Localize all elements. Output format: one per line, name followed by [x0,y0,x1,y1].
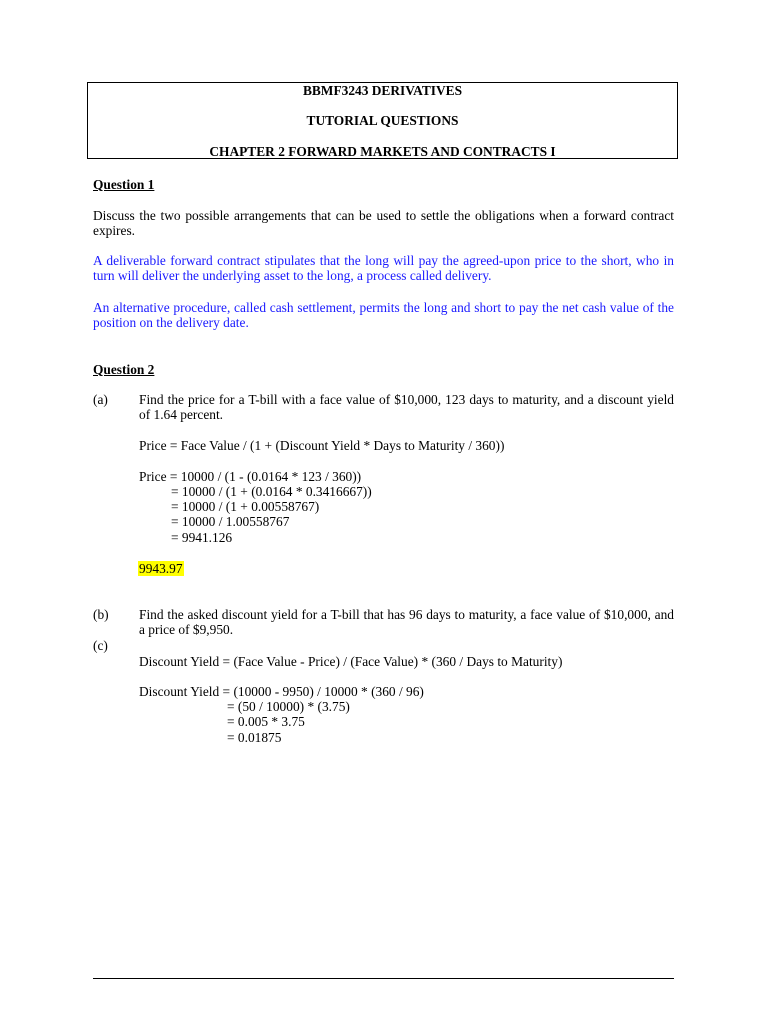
part-b-label: (b) [93,607,109,622]
part-a-highlighted-answer [138,561,184,577]
part-b-question: Find the asked discount yield for a T-bill that has 96 days to maturity, a face value of $10,000, and a price of $9,950. [139,607,674,638]
part-a-calc-line: = 10000 / (1 + 0.00558767) [171,499,320,514]
part-a-calc-line: = 10000 / (1 + (0.0164 * 0.3416667)) [171,484,372,499]
question-1-heading: Question 1 [93,177,155,192]
course-title: BBMF3243 DERIVATIVES [302,83,463,98]
part-a-calc-line: = 9941.126 [171,530,233,545]
part-b-calc-line: = 0.005 * 3.75 [227,714,305,729]
tutorial-title: TUTORIAL QUESTIONS [306,113,459,128]
highlighted-answer-value: 9943.97 [139,561,183,576]
part-b-calc-line: = (50 / 10000) * (3.75) [227,699,350,714]
part-a-question: Find the price for a T-bill with a face value of $10,000, 123 days to maturity, and a discount yield of 1.64 percent. [139,392,674,423]
part-b-calc-line: Discount Yield = (10000 - 9950) / 10000 * (360 / 96) [139,684,424,699]
part-a-calc-line: = 10000 / 1.00558767 [171,514,290,529]
header-box [87,82,678,159]
part-c-label: (c) [93,638,108,653]
part-b-formula: Discount Yield = (Face Value - Price) / (Face Value) * (360 / Days to Maturity) [139,654,563,669]
question-1-answer-cash-settlement: An alternative procedure, called cash settlement, permits the long and short to pay the net cash value of the position on the delivery date. [93,300,674,331]
chapter-title: CHAPTER 2 FORWARD MARKETS AND CONTRACTS I [209,144,556,159]
part-b-calc-line: = 0.01875 [227,730,282,745]
part-a-label: (a) [93,392,108,407]
question-1-text: Discuss the two possible arrangements that can be used to settle the obligations when a forward contract expires. [93,208,674,239]
part-a-calc-line: Price = 10000 / (1 - (0.0164 * 123 / 360)) [139,469,362,484]
part-a-formula: Price = Face Value / (1 + (Discount Yield * Days to Maturity / 360)) [139,438,505,453]
footer-rule [93,978,674,979]
question-1-answer-delivery: A deliverable forward contract stipulates that the long will pay the agreed-upon price to the short, who in turn will deliver the underlying asset to the long, a process called delivery. [93,253,674,284]
question-2-heading: Question 2 [93,362,155,377]
